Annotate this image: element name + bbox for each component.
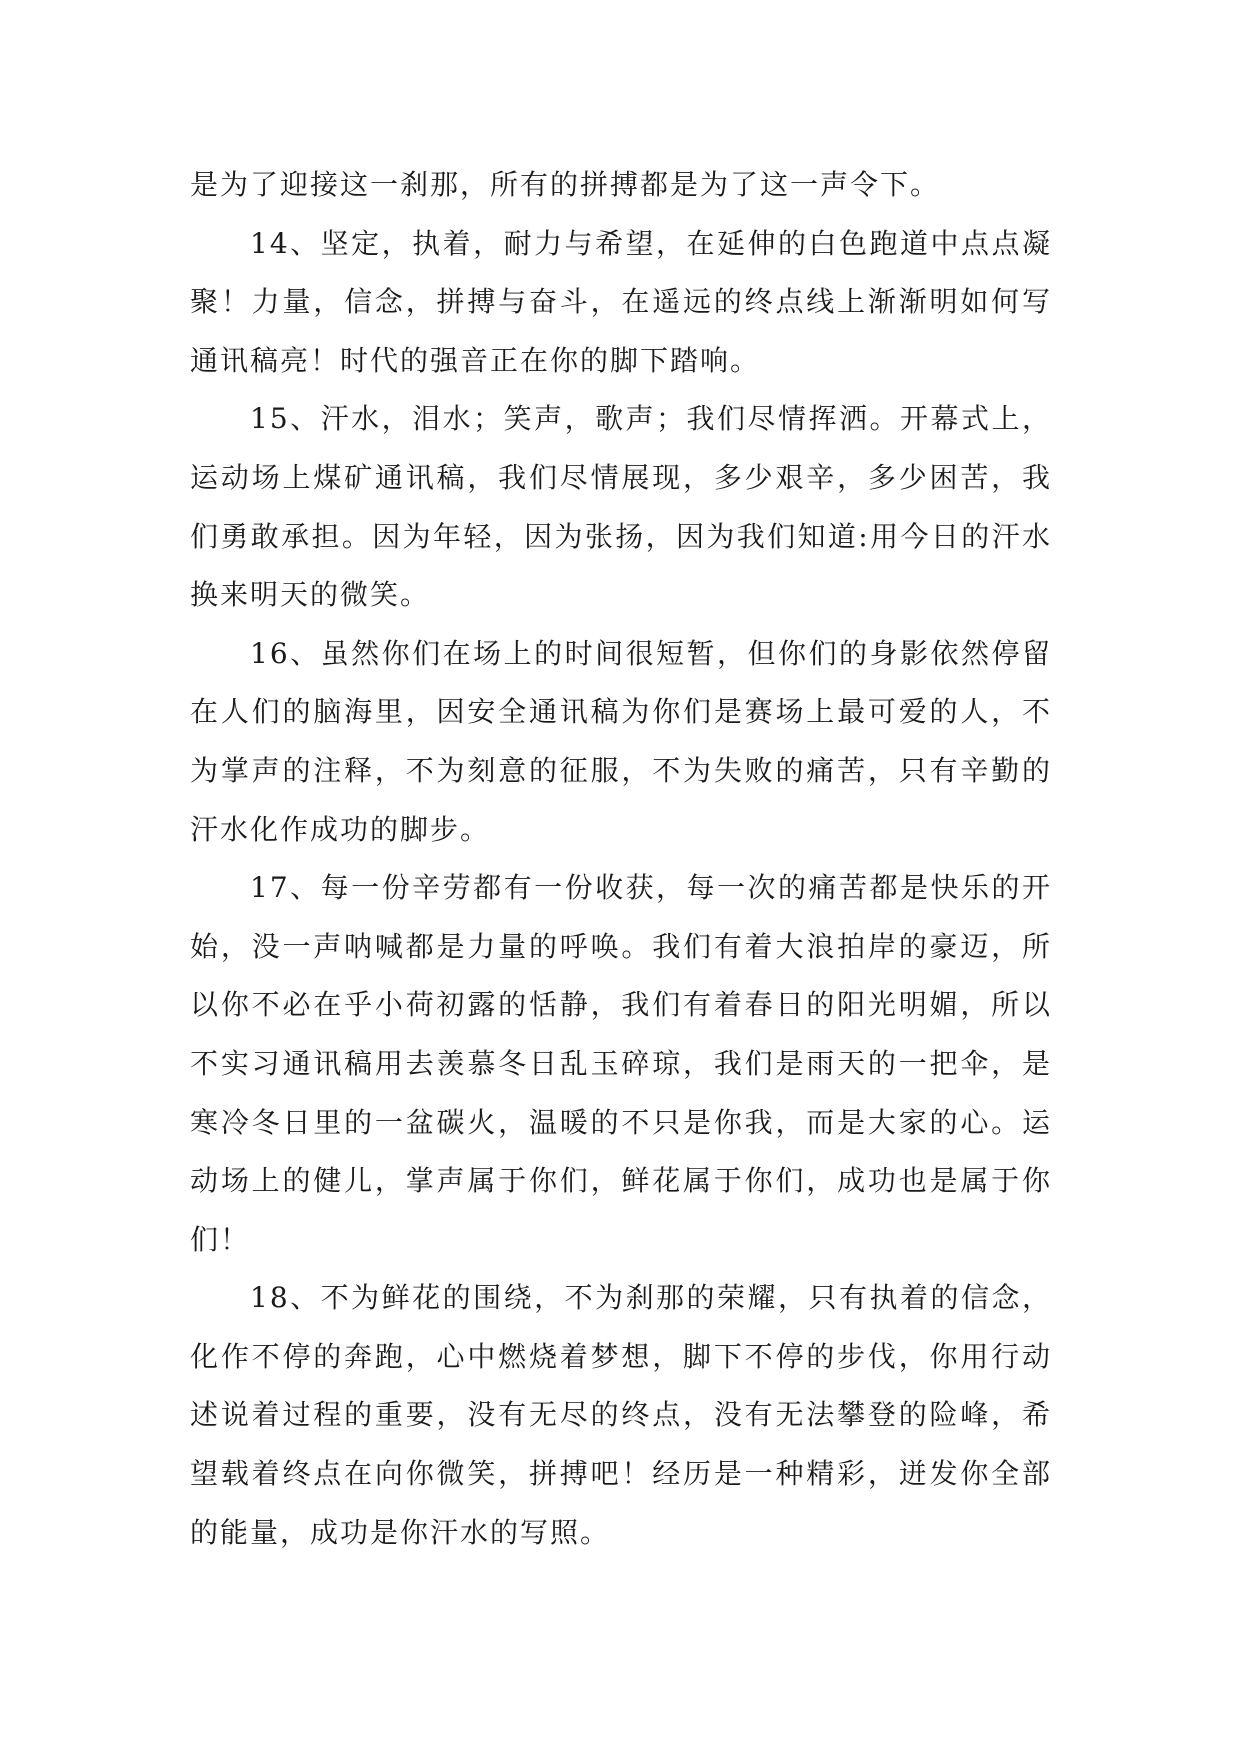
paragraph-14: 14、坚定，执着，耐力与希望，在延伸的白色跑道中点点凝聚！力量，信念，拼搏与奋斗，在遥远的终点线上渐渐明如何写通讯稿亮！时代的强音正在你的脚下踏响。 <box>190 226 1052 377</box>
document-body <box>190 156 1052 1562</box>
paragraph-16: 16、虽然你们在场上的时间很短暂，但你们的身影依然停留在人们的脑海里，因安全通讯稿为你们是赛场上最可爱的人，不为掌声的注释，不为刻意的征服，不为失败的痛苦，只有辛勤的汗水化作成功的脚步。 <box>190 636 1052 846</box>
paragraph-continuation: 是为了迎接这一刹那，所有的拼搏都是为了这一声令下。 <box>190 168 941 201</box>
paragraph-17: 17、每一份辛劳都有一份收获，每一次的痛苦都是快乐的开始，没一声呐喊都是力量的呼唤。我们有着大浪拍岸的豪迈，所以你不必在乎小荷初露的恬静，我们有着春日的阳光明媚，所以不实习通讯稿用去羡慕冬日乱玉碎琼，我们是雨天的一把伞，是寒冷冬日里的一盆碳火，温暖的不只是你我，而是大家的心。运动场上的健儿，掌声属于你们，鲜花属于你们，成功也是属于你们！ <box>190 871 1052 1256</box>
paragraph-15: 15、汗水，泪水；笑声，歌声；我们尽情挥洒。开幕式上，运动场上煤矿通讯稿，我们尽情展现，多少艰辛，多少困苦，我们勇敢承担。因为年轻，因为张扬，因为我们知道:用今日的汗水换来明天的微笑。 <box>190 402 1052 612</box>
paragraph-18: 18、不为鲜花的围绕，不为刹那的荣耀，只有执着的信念，化作不停的奔跑，心中燃烧着梦想，脚下不停的步伐，你用行动述说着过程的重要，没有无尽的终点，没有无法攀登的险峰，希望载着终点在向你微笑，拼搏吧！经历是一种精彩，迸发你全部的能量，成功是你汗水的写照。 <box>190 1281 1052 1549</box>
